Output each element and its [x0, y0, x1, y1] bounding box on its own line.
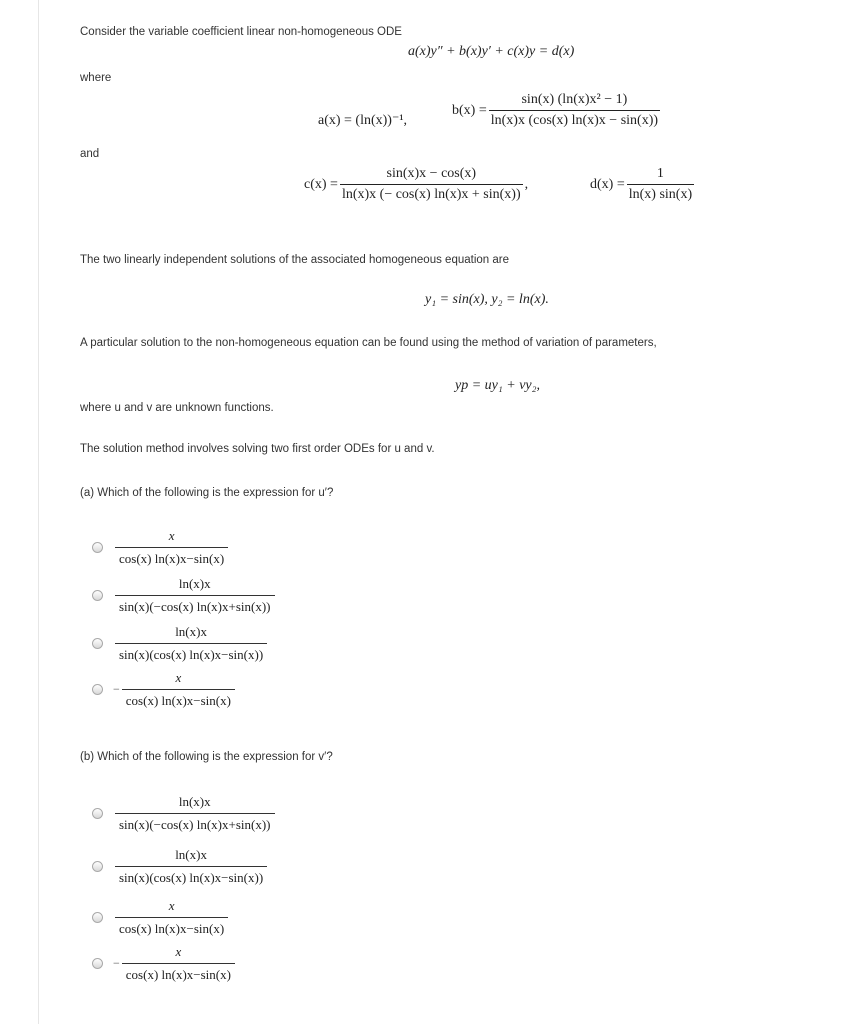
option-b-2-fraction — [115, 847, 267, 886]
option-b-1[interactable] — [92, 794, 275, 833]
option-a-3-num: ln(x)x — [175, 624, 207, 639]
option-b-4-fraction — [122, 944, 235, 983]
option-b-3-fraction — [115, 898, 228, 937]
b-denominator: ln(x)x (cos(x) ln(x)x − sin(x)) — [489, 110, 660, 129]
option-b-3[interactable] — [92, 898, 228, 937]
option-a-4-sign: − — [113, 682, 120, 696]
intro-text: Consider the variable coefficient linear non-homogeneous ODE — [80, 26, 402, 38]
radio-b-2[interactable] — [92, 861, 103, 872]
homogeneous-text: The two linearly independent solutions of the associated homogeneous equation are — [80, 254, 509, 266]
option-a-4-num: x — [175, 670, 182, 685]
question-a: (a) Which of the following is the expression for u′? — [80, 487, 334, 499]
d-denominator: ln(x) sin(x) — [627, 184, 694, 203]
c-denominator: ln(x)x (− cos(x) ln(x)x + sin(x)) — [340, 184, 523, 203]
ode-equation: a(x)y″ + b(x)y′ + c(x)y = d(x) — [408, 44, 575, 59]
option-a-4-fraction — [122, 670, 235, 709]
option-a-1-num: x — [168, 528, 175, 543]
c-definition — [304, 166, 528, 203]
question-b: (b) Which of the following is the expression for v′? — [80, 751, 333, 763]
option-b-3-den: cos(x) ln(x)x−sin(x) — [115, 917, 228, 937]
method-text: The solution method involves solving two first order ODEs for u and v. — [80, 443, 435, 455]
unknowns-text: where u and v are unknown functions. — [80, 402, 274, 414]
option-b-4[interactable] — [92, 944, 235, 983]
c-fraction — [340, 166, 523, 203]
option-a-2-fraction — [115, 576, 275, 615]
radio-a-2[interactable] — [92, 590, 103, 601]
c-lhs: c(x) = — [304, 176, 338, 192]
b-fraction — [489, 92, 660, 129]
radio-b-1[interactable] — [92, 808, 103, 819]
option-b-1-num: ln(x)x — [178, 794, 211, 809]
d-fraction — [627, 166, 694, 203]
option-b-2-num: ln(x)x — [175, 847, 207, 862]
option-a-3-den: sin(x)(cos(x) ln(x)x−sin(x)) — [115, 643, 267, 663]
d-lhs: d(x) = — [590, 176, 625, 192]
b-numerator: sin(x) (ln(x)x² − 1) — [521, 92, 628, 107]
and-label: and — [80, 148, 100, 160]
option-b-2[interactable] — [92, 847, 267, 886]
option-b-4-den: cos(x) ln(x)x−sin(x) — [122, 963, 235, 983]
particular-text: A particular solution to the non-homogeneous equation can be found using the method of variation of parameters, — [80, 337, 657, 349]
option-b-2-den: sin(x)(cos(x) ln(x)x−sin(x)) — [115, 866, 267, 886]
b-lhs: b(x) = — [452, 102, 487, 118]
yp-equation: yp = uy₁ + vy₂, — [455, 378, 540, 393]
option-a-1[interactable] — [92, 528, 228, 567]
option-a-2-den: sin(x)(−cos(x) ln(x)x+sin(x)) — [115, 595, 275, 615]
d-definition — [590, 166, 696, 203]
option-a-4[interactable] — [92, 670, 235, 709]
option-b-1-den: sin(x)(−cos(x) ln(x)x+sin(x)) — [115, 813, 275, 833]
option-a-2-num: ln(x)x — [178, 576, 211, 591]
option-a-3[interactable] — [92, 624, 267, 663]
option-a-3-fraction — [115, 624, 267, 663]
radio-b-4[interactable] — [92, 958, 103, 969]
left-border-line — [38, 0, 39, 1024]
radio-a-3[interactable] — [92, 638, 103, 649]
radio-a-4[interactable] — [92, 684, 103, 695]
c-comma: , — [524, 176, 529, 192]
a-definition: a(x) = (ln(x))⁻¹, — [318, 113, 408, 128]
option-b-4-sign: − — [113, 956, 120, 970]
option-b-1-fraction — [115, 794, 275, 833]
option-b-4-num: x — [175, 944, 182, 959]
b-definition — [452, 92, 662, 129]
option-a-2[interactable] — [92, 576, 275, 615]
where-label: where — [80, 72, 112, 84]
d-numerator: 1 — [656, 166, 664, 181]
option-a-1-fraction — [115, 528, 228, 567]
option-a-1-den: cos(x) ln(x)x−sin(x) — [115, 547, 228, 567]
radio-b-3[interactable] — [92, 912, 103, 923]
radio-a-1[interactable] — [92, 542, 103, 553]
option-b-3-num: x — [168, 898, 175, 913]
option-a-4-den: cos(x) ln(x)x−sin(x) — [122, 689, 235, 709]
homogeneous-solutions: y₁ = sin(x), y₂ = ln(x). — [425, 292, 549, 307]
c-numerator: sin(x)x − cos(x) — [386, 166, 477, 181]
